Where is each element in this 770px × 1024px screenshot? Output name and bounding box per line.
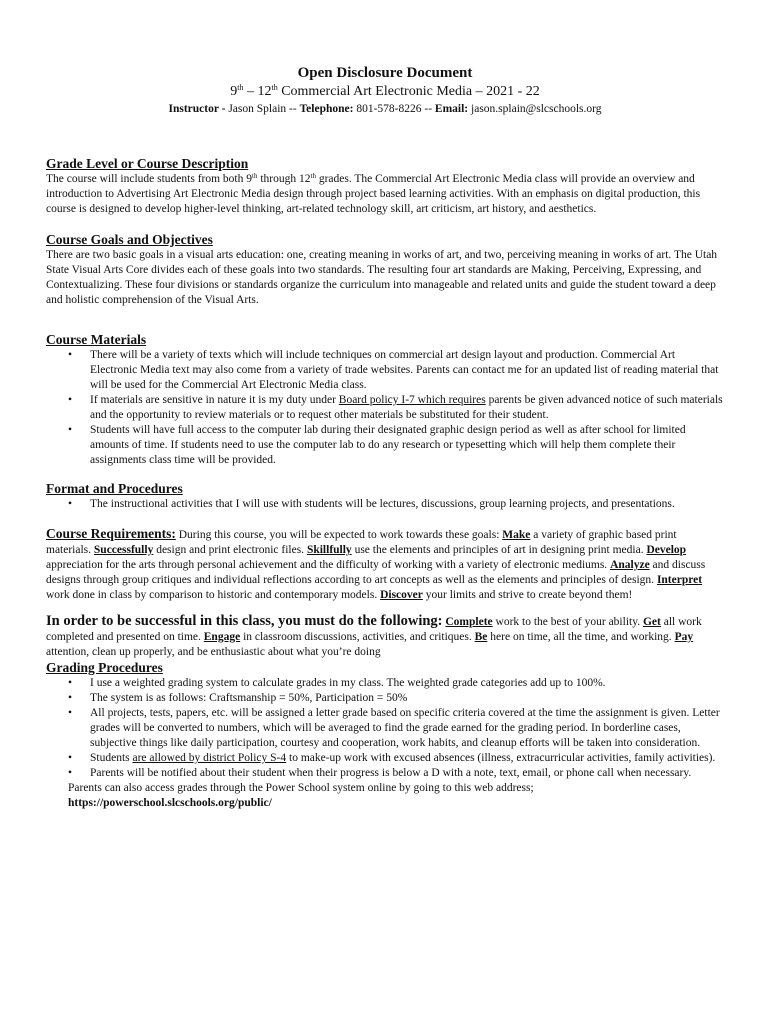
section-success xyxy=(46,614,724,660)
superscript: th xyxy=(310,172,316,180)
text-run: your limits and strive to create beyond them! xyxy=(422,589,633,601)
list-item-text: Parents will be notified about their student when their progress is below a D with a note, text, email, or phone call when necessary. xyxy=(90,767,692,779)
keyword: Discover xyxy=(380,589,423,601)
text-run: work to the best of your ability. xyxy=(492,616,643,628)
materials-list xyxy=(46,348,724,468)
district-policy-link[interactable]: are allowed by district Policy S-4 xyxy=(132,752,287,764)
keyword: Make xyxy=(502,529,531,541)
section-title: Format and Procedures xyxy=(46,481,183,496)
keyword: Engage xyxy=(203,631,241,643)
success-lead: In order to be successful in this class, you must do the following: xyxy=(46,613,443,629)
keyword: Be xyxy=(474,631,488,643)
list-item xyxy=(46,691,724,706)
bullet-icon: • xyxy=(68,752,73,764)
list-item xyxy=(46,751,724,766)
text-run: here on time, all the time, and working. xyxy=(487,631,675,643)
list-item-text: parents be given advanced notice of such materials and the opportunity to review materials or to request other materials be substituted for their student. xyxy=(90,394,723,421)
bullet-icon: • xyxy=(68,692,73,704)
section-materials xyxy=(46,332,724,468)
section-goals xyxy=(46,232,724,308)
keyword: Get xyxy=(642,616,661,628)
section-requirements xyxy=(46,526,724,603)
grading-list xyxy=(46,676,724,781)
list-item xyxy=(46,348,724,393)
keyword: Interpret xyxy=(656,574,703,586)
text-run: through 12 xyxy=(257,173,311,185)
section-body: There are two basic goals in a visual arts education: one, creating meaning in works of art, and two, perceiving meaning in works of art. The Utah State Visual Arts Core divides each of these goals into two standards. The resulting four art standards are Making, Perceiving, Expressing, and Contextualizing. These four divisions or standards organize the curriculum into manageable and related units and guide the student toward a deep and holistic comprehension of the Visual Arts. xyxy=(46,249,718,306)
instructor-label: Instructor - xyxy=(168,103,226,115)
keyword: Complete xyxy=(445,616,493,628)
list-item-text: to make-up work with excused absences (illness, extracurricular activities, family activities). xyxy=(286,752,716,764)
section-title: Grade Level or Course Description xyxy=(46,156,249,171)
document-header xyxy=(46,0,724,116)
list-item-text: I use a weighted grading system to calculate grades in my class. The weighted grade categories add up to 100%. xyxy=(90,677,606,689)
bullet-icon: • xyxy=(68,707,73,719)
text-run: The course will include students from both 9 xyxy=(46,173,253,185)
bullet-icon: • xyxy=(68,498,73,510)
text-run: all work completed and presented on time. xyxy=(46,616,702,643)
list-item-text: All projects, tests, papers, etc. will be assigned a letter grade based on specific criteria covered at the time the assignment is given. Letter grades will be converted to numbers, which will be averaged to find the grade earned for the grading period. In borderline cases, subjective things like daily participation, courtesy and cooperation, work habits, and cleanup efforts will be taken into consideration. xyxy=(90,707,720,749)
board-policy-link[interactable]: Board policy I-7 which requires xyxy=(338,394,486,406)
list-item-text: The instructional activities that I will use with students will be lectures, discussions, group learning projects, and presentations. xyxy=(90,498,675,510)
bullet-icon: • xyxy=(68,767,73,779)
text-run: design and print electronic files. xyxy=(153,544,307,556)
bullet-icon: • xyxy=(68,677,73,689)
subtitle-part: – 12 xyxy=(243,84,272,99)
section-grading xyxy=(46,660,724,811)
instructor-contact xyxy=(46,102,724,116)
keyword: Pay xyxy=(674,631,694,643)
subtitle-superscript: th xyxy=(271,83,278,92)
bullet-icon: • xyxy=(68,424,73,436)
text-run: grades. The Commercial Art Electronic Media class will provide an overview and introduction to Advertising Art Electronic Media design through project based learning activities. With an emphasis on digital production, this course is designed to develop higher-level thinking, art-related technology skill, art criticism, art history, and aesthetics. xyxy=(46,173,701,215)
text-run: appreciation for the arts through personal achievement and the difficulty of working with a variety of electronic mediums. xyxy=(46,559,611,571)
keyword: Analyze xyxy=(610,559,650,571)
requirements-paragraph xyxy=(46,526,724,603)
telephone-number: 801-578-8226 -- xyxy=(353,103,435,115)
section-title: Course Requirements: xyxy=(46,526,176,541)
text-run: During this course, you will be expected to work towards these goals: xyxy=(175,529,503,541)
section-format xyxy=(46,481,724,512)
section-grade-level xyxy=(46,156,724,217)
list-item-text: Students xyxy=(90,752,133,764)
list-item xyxy=(46,423,724,468)
section-title: Grading Procedures xyxy=(46,660,163,675)
list-item xyxy=(46,393,724,423)
telephone-label: Telephone: xyxy=(299,103,354,115)
list-item-text: There will be a variety of texts which will include techniques on commercial art design layout and production. Commercial Art Electronic Media text may also come from a variety of trade websites. Parents can contact me for an updated list of reading material that will be used for the Commercial Art Electronic Media class. xyxy=(90,349,719,391)
keyword: Develop xyxy=(646,544,687,556)
email-label: Email: xyxy=(434,103,469,115)
section-title: Course Materials xyxy=(46,332,147,347)
text-run: and discuss designs through group critiques and individual reflections according to art concepts as well as the elements and principles of design. xyxy=(46,559,706,586)
list-item-text: If materials are sensitive in nature it is my duty under xyxy=(90,394,339,406)
keyword: Skillfully xyxy=(306,544,352,556)
format-list xyxy=(46,497,724,512)
course-subtitle xyxy=(46,83,724,100)
list-item xyxy=(46,497,724,512)
text-run: a variety of graphic based print materials. xyxy=(46,529,677,556)
email-address: jason.splain@slcschools.org xyxy=(468,103,602,115)
text-run: in classroom discussions, activities, and critiques. xyxy=(240,631,475,643)
list-item-text: The system is as follows: Craftsmanship = 50%, Participation = 50% xyxy=(90,692,408,704)
bullet-icon: • xyxy=(68,349,73,361)
text-run: work done in class by comparison to historic and contemporary models. xyxy=(46,589,381,601)
section-body xyxy=(46,172,724,217)
keyword: Successfully xyxy=(93,544,154,556)
list-item xyxy=(46,706,724,751)
list-item xyxy=(46,766,724,781)
subtitle-superscript: th xyxy=(237,83,244,92)
powerschool-url-link[interactable]: https://powerschool.slcschools.org/public/ xyxy=(68,797,272,809)
success-paragraph xyxy=(46,614,724,660)
powerschool-note: Parents can also access grades through the Power School system online by going to this web address; xyxy=(68,782,534,794)
text-run: use the elements and principles of art in designing print media. xyxy=(351,544,647,556)
list-item xyxy=(46,676,724,691)
subtitle-part: 9 xyxy=(230,84,238,99)
list-item-text: Students will have full access to the computer lab during their designated graphic design period as well as after school for limited amounts of time. If students need to use the computer lab to do any research or typesetting which will help them complete their assignments class time will be provided. xyxy=(90,424,686,466)
text-run: attention, clean up properly, and be enthusiastic about what you’re doing xyxy=(46,646,381,658)
section-title: Course Goals and Objectives xyxy=(46,232,213,247)
bullet-icon: • xyxy=(68,394,73,406)
subtitle-part: Commercial Art Electronic Media – 2021 - 22 xyxy=(277,84,540,99)
superscript: th xyxy=(252,172,258,180)
document-title: Open Disclosure Document xyxy=(297,65,473,81)
instructor-name: Jason Splain -- xyxy=(225,103,300,115)
